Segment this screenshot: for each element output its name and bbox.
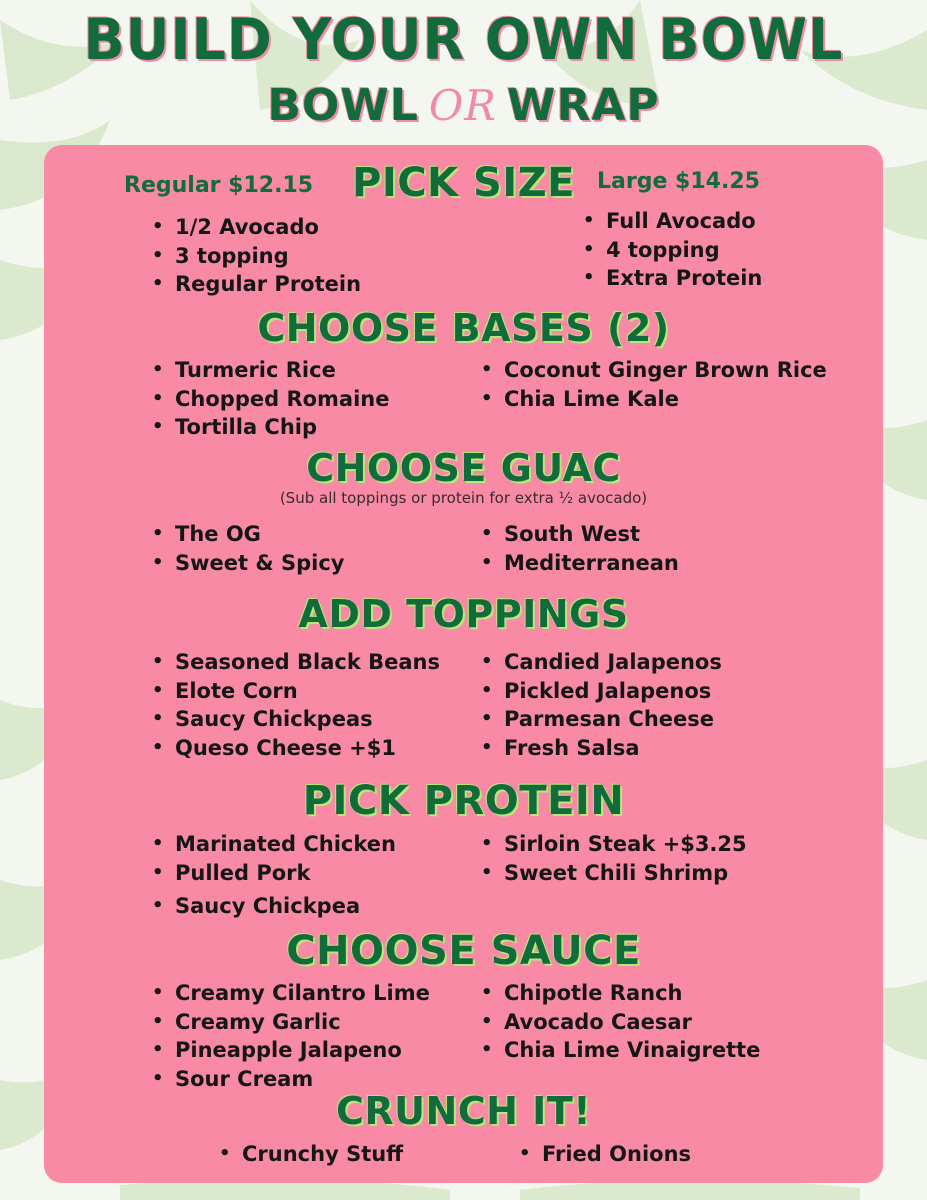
list-item: • Fresh Salsa [478, 734, 722, 763]
list-item: • Chia Lime Kale [478, 385, 827, 414]
list-item: • Tortilla Chip [149, 413, 389, 442]
list-item: • Queso Cheese +$1 [149, 734, 440, 763]
list-item: • Fried Onions [516, 1140, 691, 1169]
choose-guac-heading: CHOOSE GUAC [306, 446, 621, 490]
pick-protein-heading: PICK PROTEIN [302, 778, 625, 824]
list-item: • Marinated Chicken [149, 830, 396, 859]
list-item: • Candied Jalapenos [478, 648, 722, 677]
list-item: • Chia Lime Vinaigrette [478, 1036, 760, 1065]
crunch-list-left [216, 1140, 403, 1169]
list-item: • Saucy Chickpea [149, 892, 396, 921]
list-item: • Sour Cream [149, 1065, 430, 1094]
page-title: BUILD YOUR OWN BOWL [83, 6, 844, 73]
list-item: • Creamy Cilantro Lime [149, 979, 430, 1008]
list-item: • Mediterranean [478, 549, 679, 578]
subtitle-bowl: BOWL [267, 80, 419, 131]
sauce-list-right [478, 979, 760, 1065]
pick-size-heading: PICK SIZE [352, 160, 575, 206]
add-toppings-heading: ADD TOPPINGS [298, 592, 629, 636]
guac-list-left [149, 520, 344, 577]
list-item: • Regular Protein [149, 270, 361, 299]
crunch-list-right [516, 1140, 691, 1169]
bases-list-left [149, 356, 389, 442]
regular-price: Regular $12.15 [124, 173, 314, 198]
list-item: • Full Avocado [580, 207, 762, 236]
list-item: • Pickled Jalapenos [478, 677, 722, 706]
list-item: • Pineapple Jalapeno [149, 1036, 430, 1065]
list-item: • Turmeric Rice [149, 356, 389, 385]
crunch-it-heading: CRUNCH IT! [335, 1089, 592, 1133]
list-item: • Saucy Chickpeas [149, 705, 440, 734]
list-item: • Seasoned Black Beans [149, 648, 440, 677]
list-item: • Creamy Garlic [149, 1008, 430, 1037]
large-size-list [580, 207, 762, 293]
list-item: • Parmesan Cheese [478, 705, 722, 734]
page-subtitle [0, 80, 927, 131]
list-item: • South West [478, 520, 679, 549]
list-item: • Chipotle Ranch [478, 979, 760, 1008]
list-item: • Elote Corn [149, 677, 440, 706]
bases-list-right [478, 356, 827, 413]
regular-size-list [149, 213, 361, 299]
list-item: • Crunchy Stuff [216, 1140, 403, 1169]
list-item: • Sweet & Spicy [149, 549, 344, 578]
list-item: • The OG [149, 520, 344, 549]
list-item: • Sweet Chili Shrimp [478, 859, 747, 888]
protein-list-left [149, 830, 396, 921]
guac-note: (Sub all toppings or protein for extra ½ avocado) [279, 489, 648, 507]
subtitle-wrap: WRAP [506, 80, 660, 131]
choose-bases-heading: CHOOSE BASES (2) [257, 306, 670, 350]
list-item: • 4 topping [580, 236, 762, 265]
protein-list-right [478, 830, 747, 887]
list-item: • Avocado Caesar [478, 1008, 760, 1037]
list-item: • Sirloin Steak +$3.25 [478, 830, 747, 859]
list-item: • 1/2 Avocado [149, 213, 361, 242]
large-price: Large $14.25 [597, 169, 760, 194]
list-item: • Pulled Pork [149, 859, 396, 888]
choose-sauce-heading: CHOOSE SAUCE [286, 928, 641, 974]
toppings-list-right [478, 648, 722, 762]
toppings-list-left [149, 648, 440, 762]
subtitle-or: OR [428, 81, 497, 130]
list-item: • Extra Protein [580, 264, 762, 293]
guac-list-right [478, 520, 679, 577]
list-item: • Coconut Ginger Brown Rice [478, 356, 827, 385]
list-item: • 3 topping [149, 242, 361, 271]
sauce-list-left [149, 979, 430, 1093]
list-item: • Chopped Romaine [149, 385, 389, 414]
